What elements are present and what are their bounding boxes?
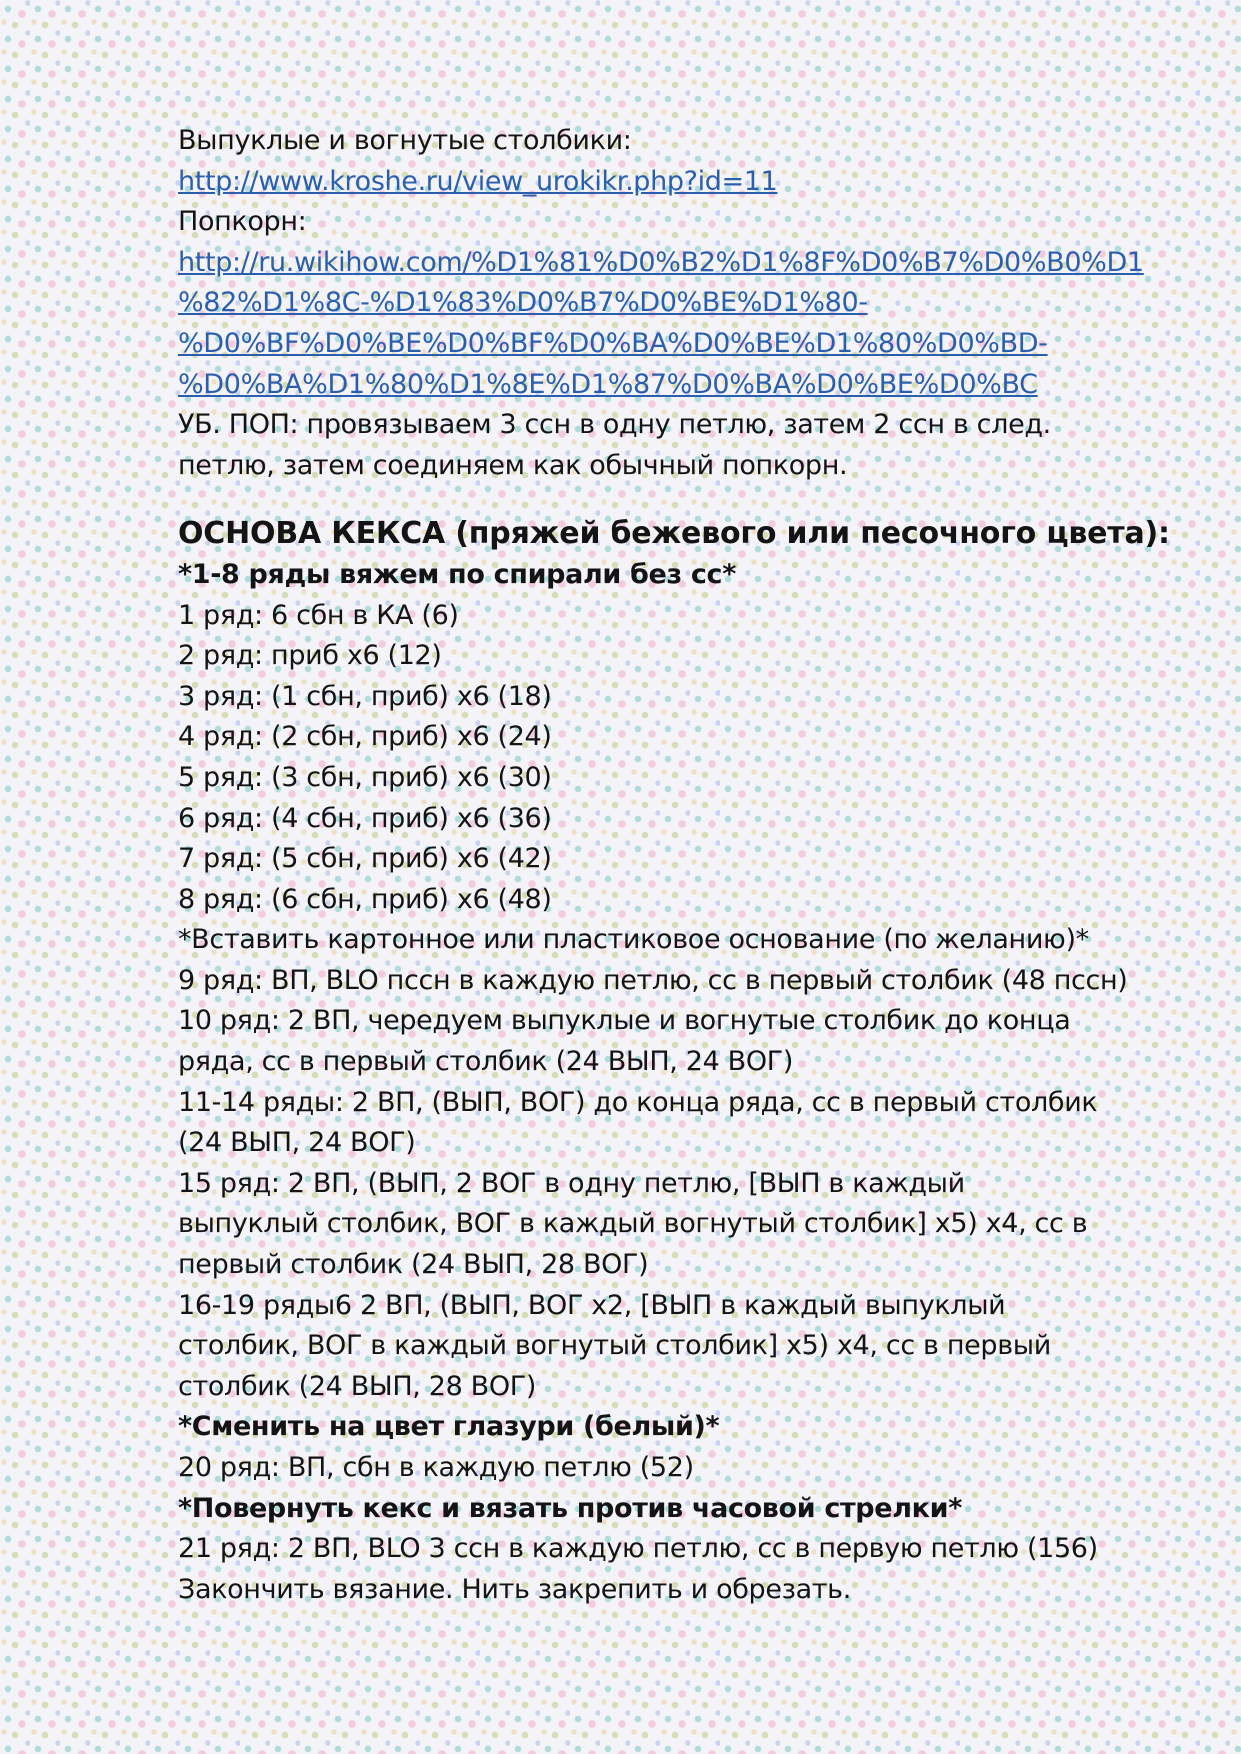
instruction-line: первый столбик (24 ВЫП, 28 ВОГ) bbox=[178, 1249, 649, 1281]
link-wikihow-line[interactable]: http://ru.wikihow.com/%D1%81%D0%B2%D1%8F%D0%B7%D0%B0%D1 bbox=[178, 246, 1144, 278]
link-wikihow-line[interactable]: %D0%BF%D0%BE%D0%BF%D0%BA%D0%BE%D1%80%D0%BD- bbox=[178, 327, 1048, 359]
instruction-list bbox=[178, 555, 1178, 1610]
intro-line-convex-concave: Выпуклые и вогнутые столбики: bbox=[178, 125, 632, 156]
instruction-note: *Сменить на цвет глазури (белый)* bbox=[178, 1411, 720, 1443]
instruction-line: столбик (24 ВЫП, 28 ВОГ) bbox=[178, 1370, 537, 1402]
link-wikihow[interactable] bbox=[178, 243, 1178, 405]
instruction-line: 10 ряд: 2 ВП, чередуем выпуклые и вогнутые столбик до конца bbox=[178, 1005, 1071, 1037]
instruction-line: 16-19 ряды6 2 ВП, (ВЫП, ВОГ х2, [ВЫП в каждый выпуклый bbox=[178, 1289, 1006, 1321]
intro-line-popcorn: Попкорн: bbox=[178, 206, 307, 238]
instruction-line: 7 ряд: (5 сбн, приб) х6 (42) bbox=[178, 843, 552, 875]
instruction-line: 9 ряд: ВП, BLO пссн в каждую петлю, сс в первый столбик (48 пссн) bbox=[178, 964, 1128, 996]
instruction-line: (24 ВЫП, 24 ВОГ) bbox=[178, 1127, 416, 1159]
instruction-line: 3 ряд: (1 сбн, приб) х6 (18) bbox=[178, 680, 552, 712]
instruction-line: *Вставить картонное или пластиковое основание (по желанию)* bbox=[178, 924, 1089, 956]
document-body bbox=[178, 121, 1178, 1610]
popcorn-note-line: петлю, затем соединяем как обычный попкорн. bbox=[178, 449, 848, 481]
instruction-line: столбик, ВОГ в каждый вогнутый столбик] х5) х4, сс в первый bbox=[178, 1330, 1051, 1362]
link-wikihow-line[interactable]: %D0%BA%D1%80%D1%8E%D1%87%D0%BA%D0%BE%D0%BC bbox=[178, 368, 1038, 400]
instruction-line: 2 ряд: приб х6 (12) bbox=[178, 640, 442, 672]
instruction-line: 6 ряд: (4 сбн, приб) х6 (36) bbox=[178, 802, 552, 834]
instruction-line: 4 ряд: (2 сбн, приб) х6 (24) bbox=[178, 721, 552, 753]
popcorn-note-line: УБ. ПОП: провязываем 3 ссн в одну петлю, затем 2 ссн в след. bbox=[178, 409, 1051, 441]
link-wikihow-line[interactable]: %82%D1%8C-%D1%83%D0%B7%D0%BE%D1%80- bbox=[178, 287, 868, 319]
instruction-line: Закончить вязание. Нить закрепить и обрезать. bbox=[178, 1573, 851, 1605]
instruction-line: 11-14 ряды: 2 ВП, (ВЫП, ВОГ) до конца ряда, сс в первый столбик bbox=[178, 1086, 1098, 1118]
instruction-note: *1-8 ряды вяжем по спирали без сс* bbox=[178, 558, 736, 590]
instruction-line: 8 ряд: (6 сбн, приб) х6 (48) bbox=[178, 883, 552, 915]
link-kroshe[interactable]: http://www.kroshe.ru/view_urokikr.php?id=11 bbox=[178, 165, 778, 197]
section-heading: ОСНОВА КЕКСА (пряжей бежевого или песочного цвета): bbox=[178, 516, 1170, 552]
instruction-line: 20 ряд: ВП, сбн в каждую петлю (52) bbox=[178, 1452, 694, 1483]
instruction-note: *Повернуть кекс и вязать против часовой стрелки* bbox=[178, 1492, 962, 1524]
instruction-line: ряда, сс в первый столбик (24 ВЫП, 24 ВОГ) bbox=[178, 1046, 794, 1078]
instruction-line: 15 ряд: 2 ВП, (ВЫП, 2 ВОГ в одну петлю, [ВЫП в каждый bbox=[178, 1167, 965, 1199]
instruction-line: 21 ряд: 2 ВП, BLO 3 ссн в каждую петлю, сс в первую петлю (156) bbox=[178, 1533, 1098, 1565]
instruction-line: 1 ряд: 6 сбн в КА (6) bbox=[178, 599, 459, 631]
instruction-line: выпуклый столбик, ВОГ в каждый вогнутый столбик] х5) х4, сс в bbox=[178, 1208, 1088, 1240]
instruction-line: 5 ряд: (3 сбн, приб) х6 (30) bbox=[178, 761, 552, 793]
